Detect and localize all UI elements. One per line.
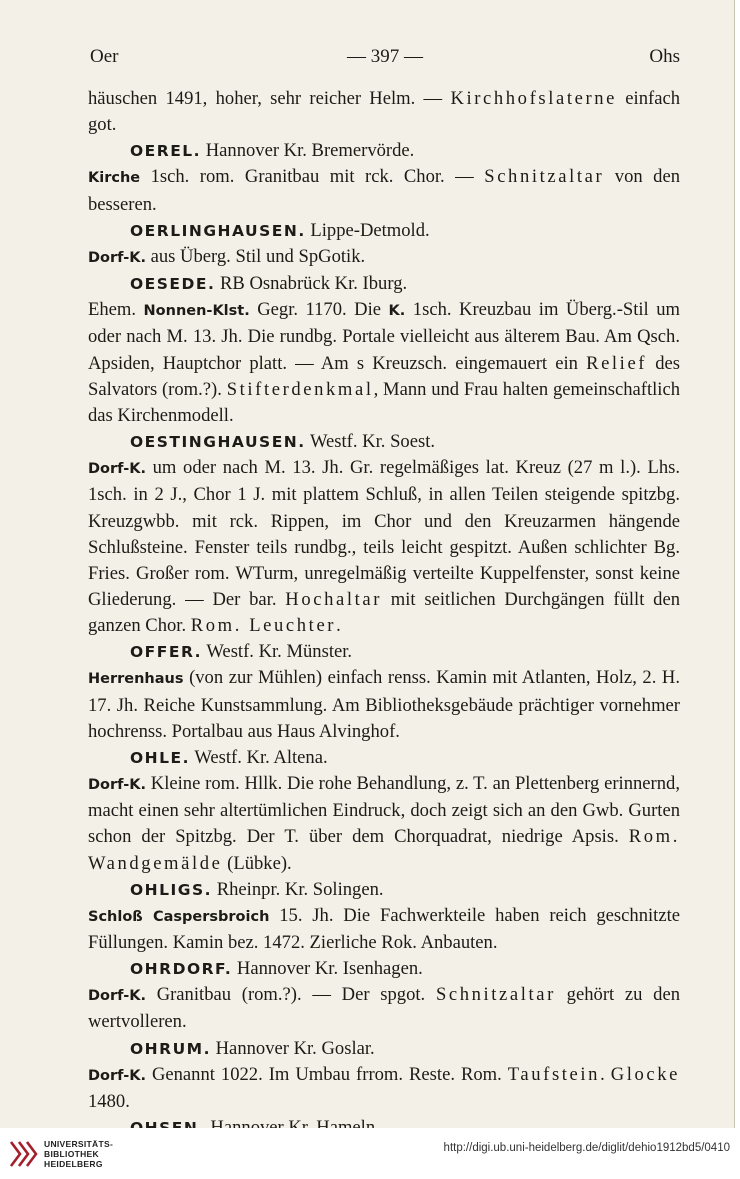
page-number: — 397 — [347,46,423,67]
building-label: K. [388,303,406,320]
entry-text [88,665,680,744]
place-name: OHLIGS. [130,880,213,899]
permalink-url[interactable]: http://digi.ub.uni-heidelberg.de/diglit/dehio1912bd5/0410 [443,1142,730,1154]
text-run: 15. Jh. Die Fachwerkteile haben reich geschnitzte Füllungen. Kamin bez. 1472. Zierliche Rok. Anbauten. [88,904,680,953]
text-run: mit seitlichen Durchgängen füllt den ganzen Chor. [88,588,681,637]
text-run: gehört zu den wertvolleren. [88,984,681,1033]
library-name-line: BIBLIOTHEK [44,1149,99,1159]
place-name: OESEDE. [130,275,216,294]
place-region: Westf. Kr. Münster. [202,641,353,663]
place-region: Hannover Kr. Bremervörde. [201,140,415,162]
text-run: 1sch. rom. Granitbau mit rck. Chor. — [140,166,485,188]
building-label: Dorf-K. [88,988,146,1005]
library-name-line: UNIVERSITÄTS- [44,1139,114,1149]
emphasized-term: Rom. Leuchter [190,615,337,637]
place-name: OHRDORF. [130,960,233,979]
library-logo[interactable] [8,1137,138,1173]
entry-text [88,771,680,877]
emphasized-term: Rom. Wandgemälde [88,826,680,874]
entry-heading [88,138,680,164]
entry-heading [88,218,680,244]
entry-text [88,982,680,1035]
entry-text [88,455,680,639]
entry-text [88,903,680,956]
place-region: Westf. Kr. Altena. [190,746,328,768]
place-name: OEREL. [130,142,202,161]
entry-heading [88,745,680,771]
place-name: OHLE. [130,748,191,767]
text-run: einfach got. [88,88,681,136]
library-name-line: HEIDELBERG [44,1159,103,1169]
place-region: Westf. Kr. Soest. [305,431,436,453]
text-run: Granitbau (rom.?). — Der spgot. [145,984,436,1006]
place-name: OESTINGHAUSEN. [130,433,306,452]
emphasized-term: Relief [586,352,648,374]
entry-heading [88,271,680,297]
place-name: OHRUM. [130,1039,211,1058]
place-region: Hannover Kr. Goslar. [210,1037,375,1059]
text-run: . [600,1063,611,1085]
text-run: von den besseren. [88,166,680,215]
library-emblem-icon [8,1138,38,1170]
library-name [44,1139,113,1169]
emphasized-term: Kirchhofslaterne [450,88,617,109]
entry-heading [88,639,680,665]
entry-text [88,86,680,138]
text-run: . [336,615,341,637]
text-run: Ehem. [88,299,144,321]
entry-text [88,1062,680,1115]
text-run: um oder nach M. 13. Jh. Gr. regelmäßiges lat. Kreuz (27 m l.). Lhs. 1sch. in 2 J., Chor 1 J. mit plattem Schluß, in allen Teilen steigende spitzbg. Kreuzgwbb. mit rck. Rippen, im Chor und den Kreuzarmen hängende Schlußsteine. Fenster teils rundbg., teils leicht gespitzt. Außen schlichter Bg. Fries. Großer rom. WTurm, unregelmäßig verteilte Kuppelfenster, sonst keine Gliederung. — Der bar. [88,457,680,610]
text-run: , Mann und Frau halten gemeinschaftlich das Kirchenmodell. [88,378,680,426]
text-run: 1sch. Kreuzbau im Überg.-Stil um oder nach M. 13. Jh. Die rundbg. Portale vielleicht aus älterem Bau. Am Qsch. Apsiden, Hauptchor platt. — Am s Kreuzsch. eingemauert ein [88,299,680,374]
text-run: (von zur Mühlen) einfach renss. Kamin mit Atlanten, Holz, 2. H. 17. Jh. Reiche Kunstsammlung. Am Bibliotheksgebäude prächtiger vornehmer hochrenss. Portalbau aus Haus Alvinghof. [88,667,680,742]
building-label: Schloß Caspersbroich [88,908,270,925]
building-label: Dorf-K. [88,777,146,794]
text-run: 1480. [88,1090,130,1112]
building-label: Dorf-K. [88,1067,146,1084]
text-run: Kleine rom. Hllk. Die rohe Behandlung, z. T. an Plettenberg erinnernd, macht einen sehr altertümlichen Eindruck, doch zeigt sich an den Gwb. Gurten schon der Spitzbg. Der T. über dem Chorquadrat, niedrige Apsis. [88,773,680,848]
entry-heading [88,429,680,455]
emphasized-term: Hochaltar [285,588,383,610]
building-label: Dorf-K. [88,461,146,478]
running-head [90,46,680,72]
text-run: Gegr. 1170. Die [249,299,389,321]
place-region: RB Osnabrück Kr. Iburg. [215,273,408,295]
text-run: aus Überg. Stil und SpGotik. [145,245,366,267]
building-label: Dorf-K. [88,249,146,266]
text-run: (Lübke). [222,852,292,874]
text-run: häuschen 1491, hoher, sehr reicher Helm. — [88,88,451,109]
entry-text [88,297,680,429]
emphasized-term: Schnitzaltar [484,166,605,188]
building-label: Nonnen-Klst. [143,303,250,320]
running-head-right: Ohs [649,46,680,67]
place-region: Lippe-Detmold. [305,219,430,241]
entry-heading [88,1036,680,1062]
text-run: Genannt 1022. Im Umbau frrom. Reste. Rom. [145,1063,508,1085]
entry-text [88,164,680,217]
page-body [88,86,680,1168]
place-region: Rheinpr. Kr. Solingen. [212,878,384,900]
emphasized-term: Schnitzaltar [435,984,556,1006]
emphasized-term: Taufstein [507,1063,601,1085]
entry-heading [88,877,680,903]
building-label: Herrenhaus [88,671,184,688]
place-name: OFFER. [130,643,203,662]
building-label: Kirche [88,170,141,187]
entry-text [88,244,680,271]
place-region: Hannover Kr. Isenhagen. [232,958,423,980]
emphasized-term: Glocke [610,1063,680,1085]
place-name: OERLINGHAUSEN. [130,221,306,240]
running-head-left: Oer [90,46,119,67]
entry-heading [88,956,680,982]
text-run: des Salvators (rom.?). [88,352,681,400]
emphasized-term: Stifterdenkmal [226,378,374,400]
viewer-footer [0,1128,740,1179]
